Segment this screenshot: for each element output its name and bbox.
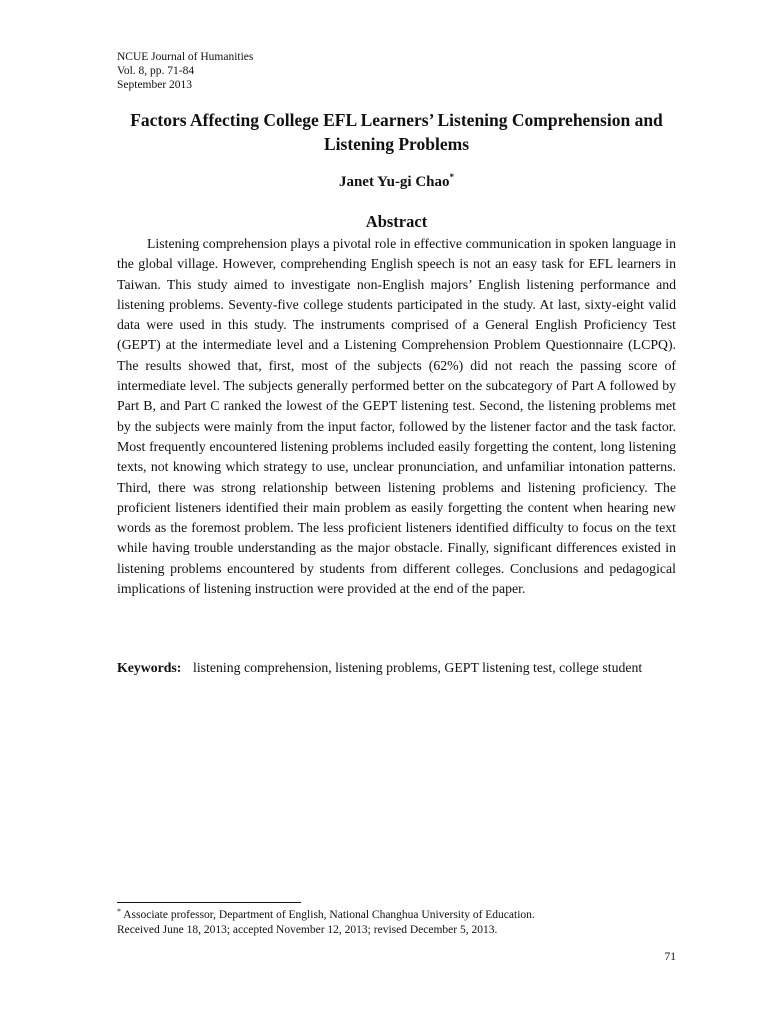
footnote-affiliation-text: Associate professor, Department of English, National Changhua University of Education. (123, 909, 535, 921)
footnote-history: Received June 18, 2013; accepted November 12, 2013; revised December 5, 2013. (117, 924, 498, 936)
keywords-label: Keywords: (117, 660, 182, 675)
author-line (117, 172, 676, 192)
author-footnote-marker: * (449, 172, 455, 182)
journal-volume: Vol. 8, pp. 71-84 (117, 65, 195, 77)
journal-info (117, 50, 253, 92)
abstract-body: Listening comprehension plays a pivotal role in effective communication in spoken language in the global village. However, comprehending English speech is not an easy task for EFL learners in Taiwan. This study aimed to investigate non-English majors’ English listening performance and listening problems. Seventy-five college students participated in the study. At last, sixty-eight valid data were used in this study. The instruments comprised of a General English Proficiency Test (GEPT) at the intermediate level and a Listening Comprehension Problem Questionnaire (LCPQ). The results showed that, first, most of the subjects (62%) did not reach the passing score of intermediate level. The subjects generally performed better on the subcategory of Part A followed by Part B, and Part C ranked the lowest of the GEPT listening test. Second, the listening problems met by the subjects were mainly from the input factor, followed by the listener factor and the task factor. Most frequently encountered listening problems included easily forgetting the content, long listening texts, not knowing which strategy to use, unclear pronunciation, and unfamiliar intonation patterns. Third, there was strong relationship between listening problems and listening proficiency. The proficient listeners identified their main problem as easily forgetting the content when hearing new words as the foremost problem. The less proficient listeners identified difficulty to focus on the text while having trouble understanding as the major obstacle. Finally, significant differences existed in listening problems encountered by students from different colleges. Conclusions and pedagogical implications of listening instruction were provided at the end of the paper. (117, 236, 676, 597)
footnotes (117, 908, 676, 938)
footnote-affiliation (117, 908, 676, 923)
paper-title: Factors Affecting College EFL Learners’ Listening Comprehension and Listening Problems (130, 110, 663, 154)
footnote-divider (117, 902, 301, 903)
keywords (117, 657, 676, 678)
footnote-marker: * (117, 907, 121, 916)
page-number: 71 (664, 951, 676, 963)
author-name: Janet Yu-gi Chao (338, 174, 450, 190)
abstract-heading: Abstract (365, 212, 428, 231)
journal-name: NCUE Journal of Humanities (117, 51, 254, 63)
journal-date: September 2013 (117, 79, 193, 91)
keywords-value: listening comprehension, listening problems, GEPT listening test, college student (193, 660, 643, 675)
